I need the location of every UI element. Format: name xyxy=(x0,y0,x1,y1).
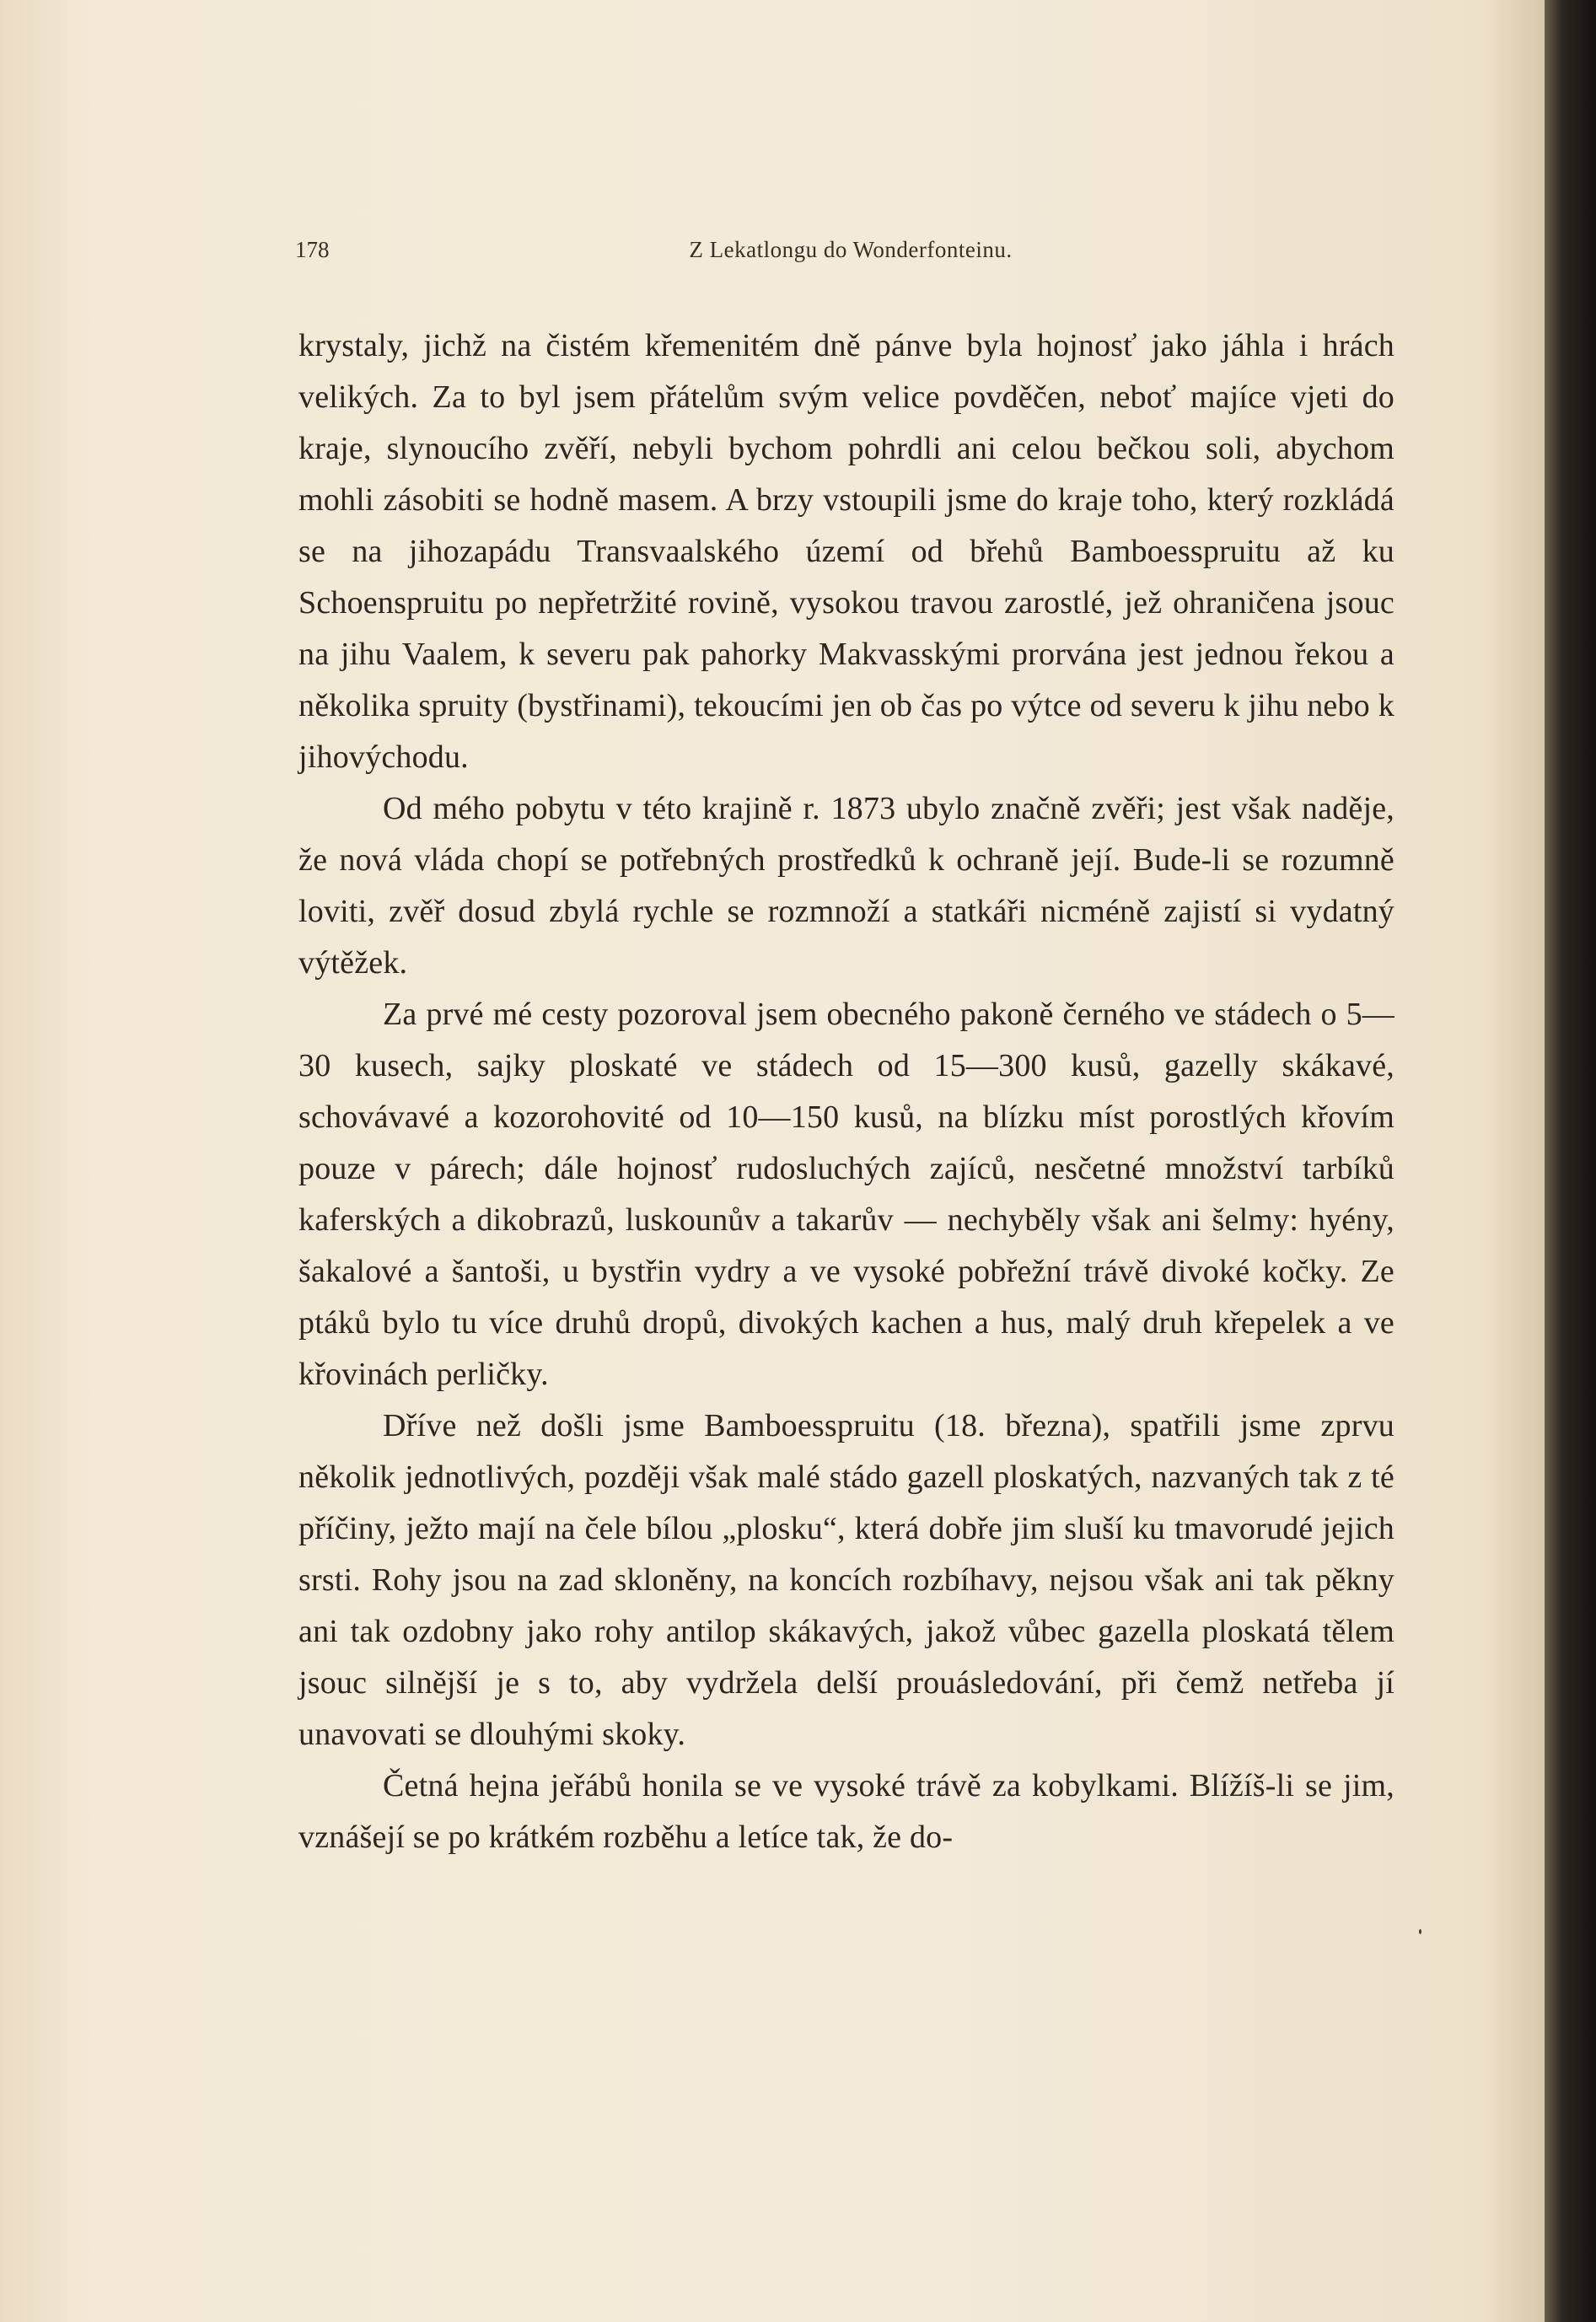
paragraph: Od mého pobytu v této krajině r. 1873 ubylo značně zvěři; jest však naděje, že nová vláda chopí se potřebných prostředků k ochraně její. Bude-li se rozumně loviti, zvěř dosud zbylá rychle se rozmnoží a statkáři nicméně zajistí si vydatný výtěžek. xyxy=(298,791,1394,981)
paragraph: Za prvé mé cesty pozoroval jsem obecného pakoně černého ve stádech o 5—30 kusech, sajky ploskaté ve stádech od 15—300 kusů, gazelly skákavé, schovávavé a kozorohovité od 10—150 kusů, na blízku míst porostlých křovím pouze v párech; dále hojnosť rudosluchých zajíců, nesčetné množství tarbíků kaferských a dikobrazů, luskounův a takarův — nechyběly však ani šelmy: hyény, šakalové a šantoši, u bystřin vydry a ve vysoké pobřežní trávě divoké kočky. Ze ptáků bylo tu více druhů dropů, divokých kachen a hus, malý druh křepelek a ve křovinách perličky. xyxy=(298,997,1394,1392)
paragraph: Četná hejna jeřábů honila se ve vysoké trávě za kobylkami. Blížíš-li se jim, vznášejí se po krátkém rozběhu a letíce tak, že do- xyxy=(298,1768,1394,1855)
paragraph: krystaly, jichž na čistém křemenitém dně pánve byla hojnosť jako jáhla i hrách velikých. Za to byl jsem přátelům svým velice povděčen, neboť majíce vjeti do kraje, slynoucího zvěří, nebyli bychom pohrdli ani celou bečkou soli, abychom mohli zásobiti se hodně masem. A brzy vstoupili jsme do kraje toho, který rozkládá se na jihozapádu Transvaalského území od břehů Bamboesspruitu až ku Schoenspruitu po nepřetržité rovině, vysokou travou zarostlé, jež ohraničena jsouc na jihu Vaalem, k severu pak pahorky Makvasskými prorvána jest jednou řekou a několika spruity (bystřinami), tekoucími jen ob čas po výtce od severu k jihu nebo k jihovýchodu. xyxy=(298,328,1394,775)
page-header xyxy=(295,237,1406,271)
ink-speck xyxy=(1419,1929,1421,1934)
paragraph: Dříve než došli jsme Bamboesspruitu (18. března), spatřili jsme zprvu několik jednotlivých, později však malé stádo gazell ploskatých, nazvaných tak z té příčiny, ježto mají na čele bílou „plosku“, která dobře jim sluší ku tmavorudé jejich srsti. Rohy jsou na zad skloněny, na koncích rozbíhavy, nejsou však ani tak pěkny ani tak ozdobny jako rohy antilop skákavých, jakož vůbec gazella ploskatá tělem jsouc silnější je s to, aby vydržela delší prouásledování, při čemž netřeba jí unavovati se dlouhými skoky. xyxy=(298,1408,1394,1752)
running-title: Z Lekatlongu do Wonderfonteinu. xyxy=(689,237,1013,262)
book-spine xyxy=(1545,0,1596,2322)
body-text xyxy=(298,320,1394,1863)
page-number: 178 xyxy=(295,237,330,262)
